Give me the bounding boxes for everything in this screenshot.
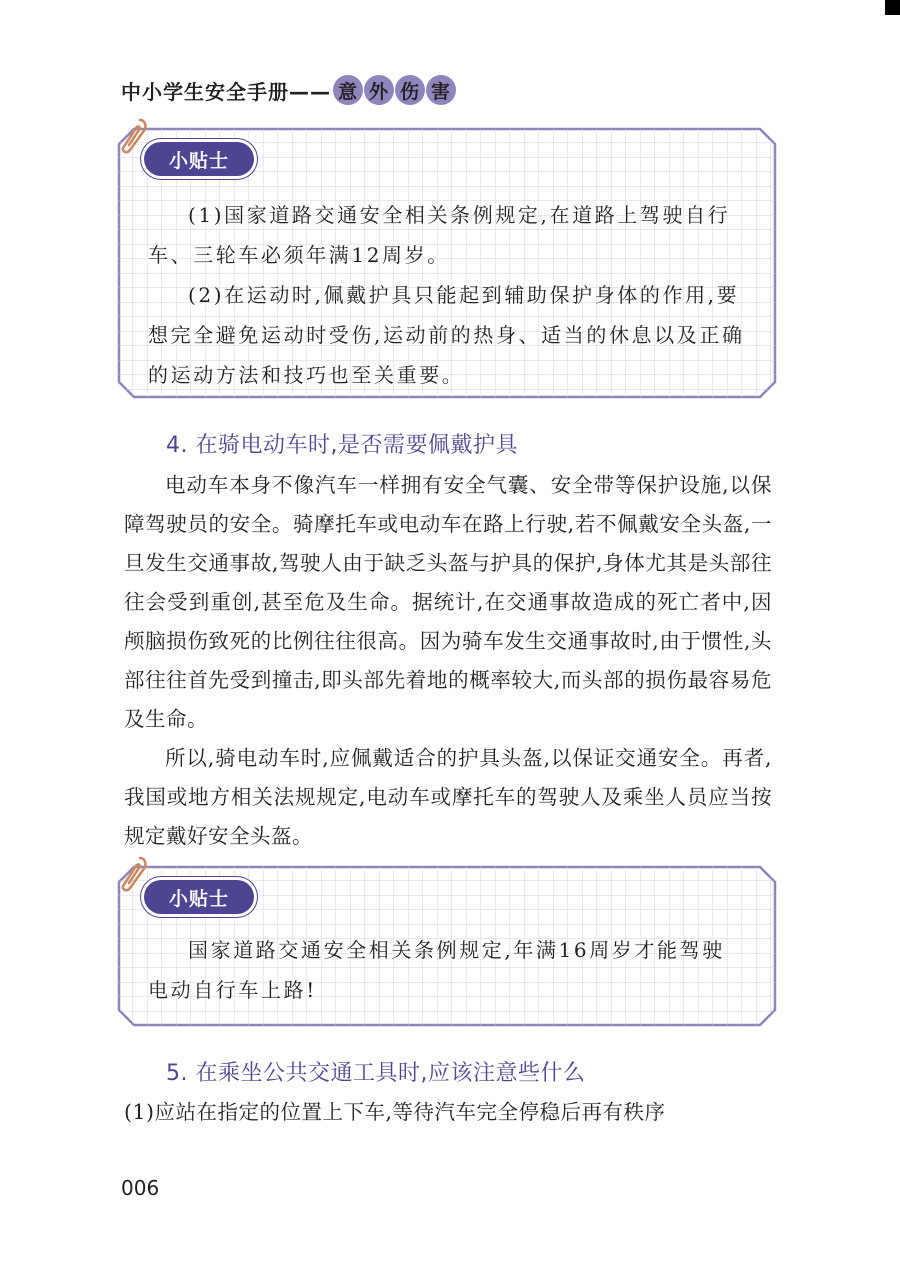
tip-text: [148, 195, 746, 395]
tip-text: [148, 930, 746, 1010]
tip-label: 小贴士: [144, 142, 254, 176]
section-body: [124, 1093, 772, 1132]
section-heading: 5. 在乘坐公共交通工具时,应该注意些什么: [166, 1061, 586, 1086]
body-paragraph: (1)应站在指定的位置上下车,等待汽车完全停稳后再有秩序: [124, 1100, 666, 1124]
tip-label: 小贴士: [144, 880, 254, 914]
topic-char: 外: [364, 75, 394, 105]
tip-paragraph: (1)国家道路交通安全相关条例规定,在道路上驾驶自行车、三轮车必须年满12周岁。: [148, 203, 731, 267]
tip-box-1: [118, 128, 776, 398]
body-paragraph: 电动车本身不像汽车一样拥有安全气囊、安全带等保护设施,以保障驾驶员的安全。骑摩托车或电动车在路上行驶,若不佩戴安全头盔,一旦发生交通事故,驾驶人由于缺乏头盔与护具的保护,身体尤其是头部往往会受到重创,甚至危及生命。据统计,在交通事故造成的死亡者中,因颅脑损伤致死的比例往往很高。因为骑车发生交通事故时,由于惯性,头部往往首先受到撞击,即头部先着地的概率较大,而头部的损伤最容易危及生命。: [124, 473, 772, 731]
tip-box-2: [118, 866, 776, 1026]
tip-paragraph: 国家道路交通安全相关条例规定,年满16周岁才能驾驶电动自行车上路!: [148, 938, 725, 1002]
section-heading: 4. 在骑电动车时,是否需要佩戴护具: [166, 433, 518, 458]
book-title: 中小学生安全手册——: [121, 79, 331, 104]
topic-char: 伤: [395, 75, 425, 105]
topic-badge: [333, 75, 457, 105]
section-body: [124, 466, 772, 856]
topic-char: 意: [333, 75, 363, 105]
crop-mark: [885, 0, 900, 15]
page-number: 006: [121, 1176, 160, 1200]
topic-char: 害: [426, 75, 456, 105]
body-paragraph: 所以,骑电动车时,应佩戴适合的护具头盔,以保证交通安全。再者,我国或地方相关法规规定,电动车或摩托车的驾驶人及乘坐人员应当按规定戴好安全头盔。: [124, 746, 772, 848]
tip-paragraph: (2)在运动时,佩戴护具只能起到辅助保护身体的作用,要想完全避免运动时受伤,运动前的热身、适当的休息以及正确的运动方法和技巧也至关重要。: [148, 283, 745, 387]
running-header: [121, 73, 457, 107]
